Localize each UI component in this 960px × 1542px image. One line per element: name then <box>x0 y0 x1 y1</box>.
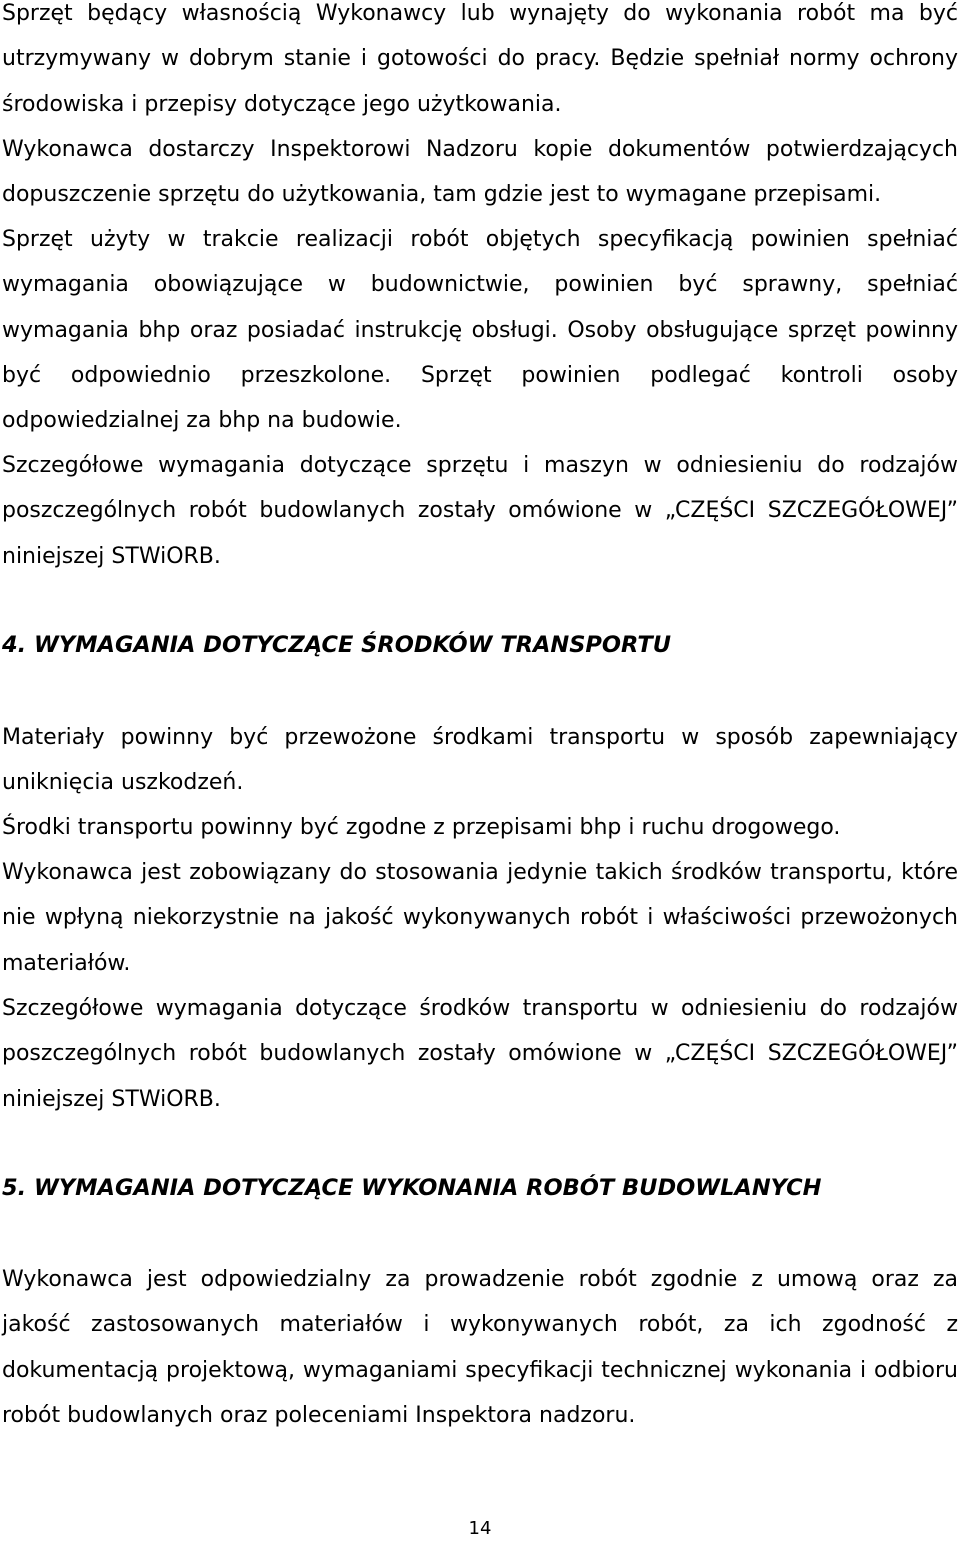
section-4-heading: 4. WYMAGANIA DOTYCZĄCE ŚRODKÓW TRANSPORTU <box>2 632 671 658</box>
paragraph-transport-obligation: Wykonawca jest zobowiązany do stosowania jedynie takich środków transportu, które nie wpłyną niekorzystnie na jakość wykonywanych robót i właściwości przewożonych materiałów. <box>2 860 958 976</box>
paragraph-contractor-responsibility: Wykonawca jest odpowiedzialny za prowadzenie robót zgodnie z umową oraz za jakość zastosowanych materiałów i wykonywanych robót, za ich zgodność z dokumentacją projektową, wymaganiami specyfikacji technicznej wykonania i odbioru robót budowlanych oraz poleceniami Inspektora nadzoru. <box>2 1267 958 1428</box>
paragraph-equipment-requirements: Sprzęt użyty w trakcie realizacji robót objętych specyfikacją powinien spełniać wymagania obowiązujące w budownictwie, powinien być sprawny, spełniać wymagania bhp oraz posiadać instrukcję obsługi. Osoby obsługujące sprzęt powinny być odpowiednio przeszkolone. Sprzęt powinien podlegać kontroli osoby odpowiedzialnej za bhp na budowie. <box>2 227 958 434</box>
page-number: 14 <box>468 1518 492 1539</box>
paragraph-transport-compliance: Środki transportu powinny być zgodne z przepisami bhp i ruchu drogowego. <box>2 815 841 840</box>
paragraph-equipment-details: Szczegółowe wymagania dotyczące sprzętu i maszyn w odniesieniu do rodzajów poszczególnych robót budowlanych zostały omówione w „CZĘŚCI SZCZEGÓŁOWEJ” niniejszej STWiORB. <box>2 453 958 569</box>
paragraph-equipment-documents: Wykonawca dostarczy Inspektorowi Nadzoru kopie dokumentów potwierdzających dopuszczenie sprzętu do użytkowania, tam gdzie jest to wymagane przepisami. <box>2 137 958 208</box>
paragraph-equipment-condition: Sprzęt będący własnością Wykonawcy lub wynajęty do wykonania robót ma być utrzymywany w dobrym stanie i gotowości do pracy. Będzie spełniał normy ochrony środowiska i przepisy dotyczące jego użytkowania. <box>2 1 958 117</box>
paragraph-transport-details: Szczegółowe wymagania dotyczące środków transportu w odniesieniu do rodzajów poszczególnych robót budowlanych zostały omówione w „CZĘŚCI SZCZEGÓŁOWEJ” niniejszej STWiORB. <box>2 996 958 1112</box>
section-5-heading: 5. WYMAGANIA DOTYCZĄCE WYKONANIA ROBÓT BUDOWLANYCH <box>2 1175 822 1201</box>
paragraph-transport-materials: Materiały powinny być przewożone środkami transportu w sposób zapewniający uniknięcia uszkodzeń. <box>2 725 958 796</box>
